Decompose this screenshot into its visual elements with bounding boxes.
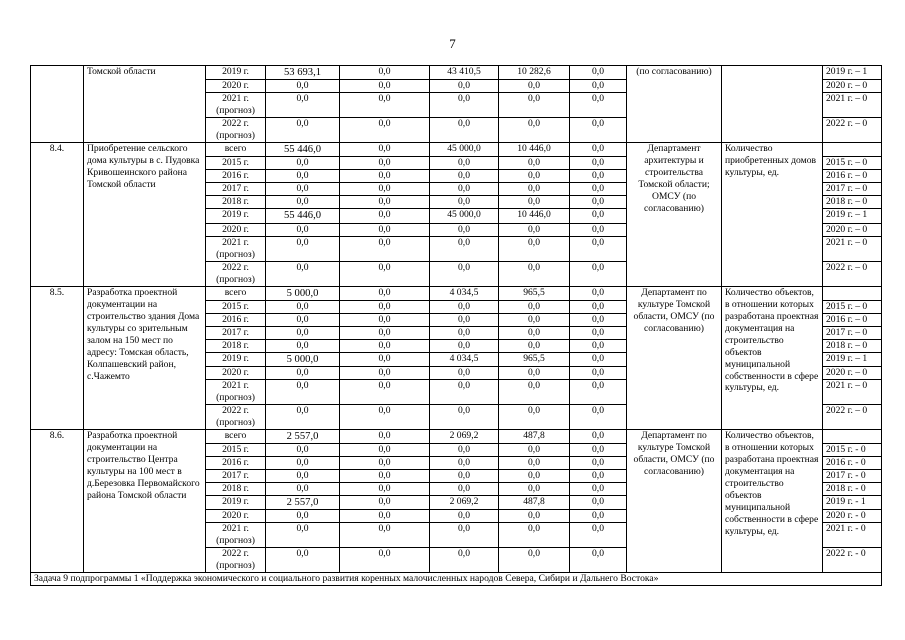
total-cell: 5 000,0 — [266, 352, 340, 366]
indicator-value-cell: 2021 г. – 0 — [823, 380, 882, 405]
responsible-cell: (по согласованию) — [627, 66, 722, 143]
indicator-value-cell: 2016 г. - 0 — [823, 457, 882, 470]
extrabudget-cell: 0,0 — [570, 496, 627, 510]
year-cell: 2019 г. — [206, 209, 266, 223]
federal-cell: 0,0 — [340, 496, 430, 510]
extrabudget-cell: 0,0 — [570, 93, 627, 118]
federal-cell: 0,0 — [340, 236, 430, 261]
indicator-value-cell: 2019 г. – 1 — [823, 352, 882, 366]
total-cell: 2 557,0 — [266, 430, 340, 444]
local-cell: 0,0 — [499, 510, 570, 523]
indicator-value-cell: 2017 г. – 0 — [823, 183, 882, 196]
regional-cell: 4 034,5 — [430, 286, 499, 300]
indicator-value-cell: 2020 г. – 0 — [823, 80, 882, 93]
local-cell: 0,0 — [499, 523, 570, 548]
extrabudget-cell: 0,0 — [570, 470, 627, 483]
local-cell: 0,0 — [499, 183, 570, 196]
table-row — [31, 143, 882, 157]
table-body — [31, 66, 882, 586]
federal-cell: 0,0 — [340, 510, 430, 523]
regional-cell: 0,0 — [430, 196, 499, 209]
extrabudget-cell: 0,0 — [570, 261, 627, 286]
total-cell: 0,0 — [266, 367, 340, 380]
local-cell: 0,0 — [499, 367, 570, 380]
regional-cell: 0,0 — [430, 93, 499, 118]
federal-cell: 0,0 — [340, 380, 430, 405]
regional-cell: 0,0 — [430, 470, 499, 483]
extrabudget-cell: 0,0 — [570, 483, 627, 496]
federal-cell: 0,0 — [340, 93, 430, 118]
year-cell: 2015 г. — [206, 444, 266, 457]
total-cell: 0,0 — [266, 196, 340, 209]
indicator-value-cell: 2015 г. – 0 — [823, 300, 882, 313]
federal-cell: 0,0 — [340, 170, 430, 183]
year-cell: всего — [206, 286, 266, 300]
regional-cell: 0,0 — [430, 157, 499, 170]
federal-cell: 0,0 — [340, 326, 430, 339]
year-cell: 2016 г. — [206, 170, 266, 183]
year-cell: 2018 г. — [206, 196, 266, 209]
federal-cell: 0,0 — [340, 157, 430, 170]
indicator-value-cell: 2019 г. - 1 — [823, 496, 882, 510]
total-cell: 55 446,0 — [266, 143, 340, 157]
regional-cell: 2 069,2 — [430, 430, 499, 444]
local-cell: 0,0 — [499, 339, 570, 352]
year-cell: 2017 г. — [206, 183, 266, 196]
total-cell: 0,0 — [266, 170, 340, 183]
indicator-value-cell: 2017 г. - 0 — [823, 470, 882, 483]
local-cell: 0,0 — [499, 313, 570, 326]
task-heading: Задача 9 подпрограммы 1 «Поддержка экономического и социального развития коренных малочисленных народов Севера, Сибири и Дальнего Востока» — [31, 573, 882, 586]
year-cell: 2020 г. — [206, 510, 266, 523]
total-cell: 0,0 — [266, 483, 340, 496]
federal-cell: 0,0 — [340, 470, 430, 483]
year-cell: всего — [206, 430, 266, 444]
indicator-cell: Количество объектов, в отношении которых разработана проектная документация на строительство объектов муниципальной собственности в сфере культуры, ед. — [722, 430, 823, 573]
total-cell: 0,0 — [266, 326, 340, 339]
year-cell: 2021 г. (прогноз) — [206, 93, 266, 118]
regional-cell: 0,0 — [430, 548, 499, 573]
year-cell: 2022 г. (прогноз) — [206, 261, 266, 286]
local-cell: 0,0 — [499, 444, 570, 457]
year-cell: 2021 г. (прогноз) — [206, 380, 266, 405]
program-activities-table — [30, 65, 882, 586]
year-cell: 2021 г. (прогноз) — [206, 523, 266, 548]
indicator-cell: Количество объектов, в отношении которых разработана проектная документация на строительство объектов муниципальной собственности в сфере культуры, ед. — [722, 286, 823, 429]
total-cell: 0,0 — [266, 313, 340, 326]
regional-cell: 45 000,0 — [430, 209, 499, 223]
year-cell: 2016 г. — [206, 313, 266, 326]
total-cell: 0,0 — [266, 457, 340, 470]
total-cell: 53 693,1 — [266, 66, 340, 80]
extrabudget-cell: 0,0 — [570, 118, 627, 143]
total-cell: 0,0 — [266, 261, 340, 286]
federal-cell: 0,0 — [340, 66, 430, 80]
total-cell: 2 557,0 — [266, 496, 340, 510]
regional-cell: 0,0 — [430, 80, 499, 93]
regional-cell: 2 069,2 — [430, 496, 499, 510]
federal-cell: 0,0 — [340, 118, 430, 143]
indicator-value-cell — [823, 430, 882, 444]
local-cell: 0,0 — [499, 405, 570, 430]
local-cell: 0,0 — [499, 157, 570, 170]
regional-cell: 0,0 — [430, 326, 499, 339]
federal-cell: 0,0 — [340, 405, 430, 430]
year-cell: 2022 г. (прогноз) — [206, 118, 266, 143]
federal-cell: 0,0 — [340, 196, 430, 209]
year-cell: 2015 г. — [206, 300, 266, 313]
year-cell: всего — [206, 143, 266, 157]
year-cell: 2017 г. — [206, 326, 266, 339]
extrabudget-cell: 0,0 — [570, 380, 627, 405]
total-cell: 0,0 — [266, 80, 340, 93]
total-cell: 0,0 — [266, 118, 340, 143]
federal-cell: 0,0 — [340, 261, 430, 286]
table-row — [31, 573, 882, 586]
extrabudget-cell: 0,0 — [570, 352, 627, 366]
regional-cell: 0,0 — [430, 510, 499, 523]
extrabudget-cell: 0,0 — [570, 236, 627, 261]
extrabudget-cell: 0,0 — [570, 300, 627, 313]
total-cell: 0,0 — [266, 93, 340, 118]
federal-cell: 0,0 — [340, 286, 430, 300]
indicator-value-cell: 2020 г. - 0 — [823, 510, 882, 523]
indicator-value-cell: 2022 г. – 0 — [823, 405, 882, 430]
year-cell: 2019 г. — [206, 66, 266, 80]
extrabudget-cell: 0,0 — [570, 143, 627, 157]
extrabudget-cell: 0,0 — [570, 523, 627, 548]
indicator-value-cell: 2022 г. – 0 — [823, 261, 882, 286]
indicator-value-cell: 2019 г. – 1 — [823, 66, 882, 80]
indicator-cell: Количество приобретенных домов культуры, ед. — [722, 143, 823, 286]
year-cell: 2020 г. — [206, 367, 266, 380]
extrabudget-cell: 0,0 — [570, 326, 627, 339]
year-cell: 2016 г. — [206, 457, 266, 470]
regional-cell: 0,0 — [430, 313, 499, 326]
extrabudget-cell: 0,0 — [570, 313, 627, 326]
activity-name: Разработка проектной документации на строительство Центра культуры на 100 мест в д.Березовка Первомайского района Томской области — [84, 430, 206, 573]
extrabudget-cell: 0,0 — [570, 430, 627, 444]
regional-cell: 0,0 — [430, 170, 499, 183]
local-cell: 0,0 — [499, 80, 570, 93]
activity-number: 8.6. — [31, 430, 84, 573]
extrabudget-cell: 0,0 — [570, 80, 627, 93]
federal-cell: 0,0 — [340, 339, 430, 352]
local-cell: 965,5 — [499, 286, 570, 300]
extrabudget-cell: 0,0 — [570, 223, 627, 236]
total-cell: 0,0 — [266, 236, 340, 261]
regional-cell: 0,0 — [430, 523, 499, 548]
page-number: 7 — [449, 36, 456, 51]
year-cell: 2022 г. (прогноз) — [206, 405, 266, 430]
local-cell: 0,0 — [499, 380, 570, 405]
regional-cell: 0,0 — [430, 483, 499, 496]
indicator-value-cell: 2018 г. – 0 — [823, 339, 882, 352]
activity-number: 8.5. — [31, 286, 84, 429]
total-cell: 55 446,0 — [266, 209, 340, 223]
indicator-value-cell: 2021 г. – 0 — [823, 236, 882, 261]
local-cell: 10 446,0 — [499, 209, 570, 223]
indicator-value-cell: 2015 г. – 0 — [823, 157, 882, 170]
indicator-value-cell: 2018 г. – 0 — [823, 196, 882, 209]
regional-cell: 43 410,5 — [430, 66, 499, 80]
extrabudget-cell: 0,0 — [570, 367, 627, 380]
local-cell: 0,0 — [499, 170, 570, 183]
extrabudget-cell: 0,0 — [570, 66, 627, 80]
activity-name: Томской области — [84, 66, 206, 143]
local-cell: 10 446,0 — [499, 143, 570, 157]
activity-name: Приобретение сельского дома культуры в с. Пудовка Кривошеинского района Томской области — [84, 143, 206, 286]
local-cell: 0,0 — [499, 261, 570, 286]
regional-cell: 0,0 — [430, 367, 499, 380]
responsible-cell: Департамент по культуре Томской области, ОМСУ (по согласованию) — [627, 286, 722, 429]
regional-cell: 0,0 — [430, 339, 499, 352]
extrabudget-cell: 0,0 — [570, 209, 627, 223]
total-cell: 0,0 — [266, 300, 340, 313]
responsible-cell: Департамент по культуре Томской области, ОМСУ (по согласованию) — [627, 430, 722, 573]
total-cell: 0,0 — [266, 339, 340, 352]
total-cell: 5 000,0 — [266, 286, 340, 300]
responsible-cell: Департамент архитектуры и строительства Томской области; ОМСУ (по согласованию) — [627, 143, 722, 286]
local-cell: 0,0 — [499, 118, 570, 143]
indicator-value-cell: 2017 г. – 0 — [823, 326, 882, 339]
regional-cell: 0,0 — [430, 261, 499, 286]
federal-cell: 0,0 — [340, 143, 430, 157]
activity-number — [31, 66, 84, 143]
indicator-value-cell: 2021 г. – 0 — [823, 93, 882, 118]
total-cell: 0,0 — [266, 470, 340, 483]
regional-cell: 0,0 — [430, 380, 499, 405]
federal-cell: 0,0 — [340, 367, 430, 380]
extrabudget-cell: 0,0 — [570, 183, 627, 196]
year-cell: 2019 г. — [206, 496, 266, 510]
year-cell: 2018 г. — [206, 339, 266, 352]
year-cell: 2022 г. (прогноз) — [206, 548, 266, 573]
federal-cell: 0,0 — [340, 183, 430, 196]
total-cell: 0,0 — [266, 380, 340, 405]
regional-cell: 0,0 — [430, 236, 499, 261]
regional-cell: 4 034,5 — [430, 352, 499, 366]
federal-cell: 0,0 — [340, 523, 430, 548]
local-cell: 0,0 — [499, 457, 570, 470]
indicator-value-cell: 2020 г. – 0 — [823, 223, 882, 236]
year-cell: 2019 г. — [206, 352, 266, 366]
year-cell: 2020 г. — [206, 223, 266, 236]
extrabudget-cell: 0,0 — [570, 548, 627, 573]
indicator-value-cell: 2016 г. – 0 — [823, 170, 882, 183]
year-cell: 2021 г. (прогноз) — [206, 236, 266, 261]
indicator-value-cell: 2019 г. – 1 — [823, 209, 882, 223]
federal-cell: 0,0 — [340, 313, 430, 326]
federal-cell: 0,0 — [340, 430, 430, 444]
regional-cell: 0,0 — [430, 457, 499, 470]
local-cell: 0,0 — [499, 326, 570, 339]
local-cell: 0,0 — [499, 470, 570, 483]
extrabudget-cell: 0,0 — [570, 457, 627, 470]
local-cell: 0,0 — [499, 300, 570, 313]
federal-cell: 0,0 — [340, 300, 430, 313]
table-row — [31, 430, 882, 444]
local-cell: 0,0 — [499, 196, 570, 209]
total-cell: 0,0 — [266, 405, 340, 430]
regional-cell: 0,0 — [430, 300, 499, 313]
table-row — [31, 66, 882, 80]
local-cell: 487,8 — [499, 496, 570, 510]
total-cell: 0,0 — [266, 444, 340, 457]
federal-cell: 0,0 — [340, 457, 430, 470]
year-cell: 2020 г. — [206, 80, 266, 93]
federal-cell: 0,0 — [340, 483, 430, 496]
indicator-value-cell: 2018 г. - 0 — [823, 483, 882, 496]
activity-name: Разработка проектной документации на строительство здания Дома культуры со зрительным залом на 150 мест по адресу: Томская область, Колпашевский район, с.Чажемто — [84, 286, 206, 429]
regional-cell: 0,0 — [430, 183, 499, 196]
federal-cell: 0,0 — [340, 444, 430, 457]
extrabudget-cell: 0,0 — [570, 170, 627, 183]
indicator-value-cell: 2016 г. – 0 — [823, 313, 882, 326]
local-cell: 0,0 — [499, 236, 570, 261]
total-cell: 0,0 — [266, 510, 340, 523]
table-row — [31, 286, 882, 300]
regional-cell: 0,0 — [430, 405, 499, 430]
regional-cell: 45 000,0 — [430, 143, 499, 157]
year-cell: 2017 г. — [206, 470, 266, 483]
indicator-value-cell — [823, 286, 882, 300]
total-cell: 0,0 — [266, 183, 340, 196]
indicator-value-cell: 2022 г. - 0 — [823, 548, 882, 573]
indicator-value-cell: 2015 г. - 0 — [823, 444, 882, 457]
extrabudget-cell: 0,0 — [570, 157, 627, 170]
local-cell: 0,0 — [499, 548, 570, 573]
regional-cell: 0,0 — [430, 223, 499, 236]
local-cell: 965,5 — [499, 352, 570, 366]
extrabudget-cell: 0,0 — [570, 196, 627, 209]
activity-number: 8.4. — [31, 143, 84, 286]
extrabudget-cell: 0,0 — [570, 286, 627, 300]
federal-cell: 0,0 — [340, 352, 430, 366]
extrabudget-cell: 0,0 — [570, 444, 627, 457]
total-cell: 0,0 — [266, 523, 340, 548]
federal-cell: 0,0 — [340, 223, 430, 236]
local-cell: 487,8 — [499, 430, 570, 444]
local-cell: 0,0 — [499, 483, 570, 496]
year-cell: 2018 г. — [206, 483, 266, 496]
regional-cell: 0,0 — [430, 118, 499, 143]
indicator-value-cell: 2020 г. – 0 — [823, 367, 882, 380]
regional-cell: 0,0 — [430, 444, 499, 457]
extrabudget-cell: 0,0 — [570, 405, 627, 430]
local-cell: 10 282,6 — [499, 66, 570, 80]
local-cell: 0,0 — [499, 93, 570, 118]
extrabudget-cell: 0,0 — [570, 510, 627, 523]
extrabudget-cell: 0,0 — [570, 339, 627, 352]
total-cell: 0,0 — [266, 223, 340, 236]
indicator-value-cell — [823, 143, 882, 157]
total-cell: 0,0 — [266, 548, 340, 573]
local-cell: 0,0 — [499, 223, 570, 236]
total-cell: 0,0 — [266, 157, 340, 170]
indicator-cell — [722, 66, 823, 143]
federal-cell: 0,0 — [340, 80, 430, 93]
year-cell: 2015 г. — [206, 157, 266, 170]
federal-cell: 0,0 — [340, 548, 430, 573]
indicator-value-cell: 2021 г. - 0 — [823, 523, 882, 548]
indicator-value-cell: 2022 г. – 0 — [823, 118, 882, 143]
federal-cell: 0,0 — [340, 209, 430, 223]
